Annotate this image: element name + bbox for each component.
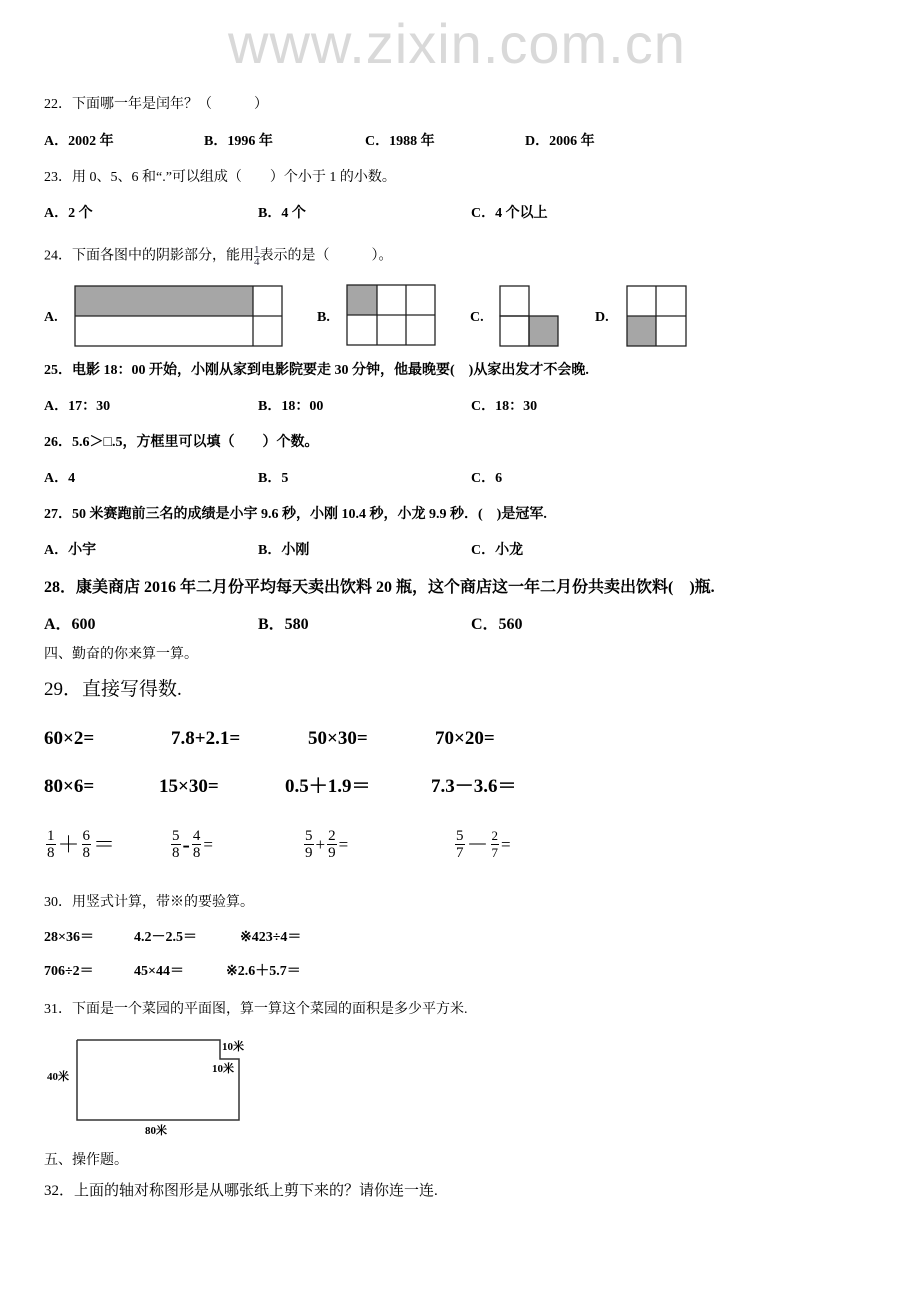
q23-option-c: C．4 个以上 bbox=[471, 206, 548, 221]
q30-text: 30．用竖式计算，带※的要验算。 bbox=[44, 895, 254, 910]
numerator: 2 bbox=[491, 828, 499, 843]
frac-num: 1 bbox=[254, 244, 260, 256]
vertical-calc-5: 45×44＝ bbox=[134, 964, 184, 979]
calc-7: 0.5＋1.9＝ bbox=[285, 776, 371, 797]
q25-option-a: A．17：30 bbox=[44, 399, 111, 414]
numerator: 1 bbox=[47, 828, 55, 844]
q28-option-b: B．580 bbox=[258, 616, 309, 633]
figure-a bbox=[75, 286, 282, 346]
vertical-calc-4: 706÷2＝ bbox=[44, 964, 94, 979]
watermark: www.zixin.com.cn bbox=[228, 12, 686, 75]
q27-text: 27．50 米赛跑前三名的成绩是小宇 9.6 秒，小刚 10.4 秒，小龙 9.9 秒．( )是冠军. bbox=[44, 507, 547, 522]
section-5-heading: 五、操作题。 bbox=[44, 1153, 128, 1168]
q22-option-b: B．1996 年 bbox=[204, 134, 273, 149]
label-notch-top: 10米 bbox=[222, 1041, 244, 1053]
vertical-calc-2: 4.2－2.5＝ bbox=[134, 930, 197, 945]
q26-option-c: C．6 bbox=[471, 471, 503, 486]
numerator: 5 bbox=[305, 828, 313, 844]
q24-text-after: 表示的是（ ）。 bbox=[259, 248, 393, 264]
denominator: 7 bbox=[456, 845, 464, 861]
q31-text: 31．下面是一个菜园的平面图，算一算这个菜园的面积是多少平方米. bbox=[44, 1002, 468, 1017]
equals: = bbox=[203, 834, 213, 854]
calc-4: 70×20= bbox=[435, 728, 495, 749]
q32-text: 32．上面的轴对称图形是从哪张纸上剪下来的？请你连一连. bbox=[44, 1183, 438, 1199]
denominator: 8 bbox=[47, 845, 55, 861]
figure-b bbox=[347, 285, 435, 345]
q26-option-b: B．5 bbox=[258, 471, 289, 486]
equals: = bbox=[501, 834, 511, 854]
q25-text: 25．电影 18：00 开始，小刚从家到电影院要走 30 分钟，他最晚要( )从家出发才不会晚. bbox=[44, 363, 589, 378]
q24-option-a: A. bbox=[44, 310, 58, 325]
q28-option-c: C．560 bbox=[471, 616, 523, 633]
calc-6: 15×30= bbox=[159, 776, 219, 797]
calc-8: 7.3－3.6＝ bbox=[431, 776, 517, 797]
frac-den: 4 bbox=[254, 256, 260, 268]
q22-text: 22．下面哪一年是闰年？（ ） bbox=[44, 97, 268, 112]
denominator: 8 bbox=[82, 845, 91, 861]
q24-option-d: D. bbox=[595, 310, 609, 325]
q23-text: 23．用 0、5、6 和“.”可以组成（ ）个小于 1 的小数。 bbox=[44, 170, 396, 185]
vertical-calc-3: ※423÷4＝ bbox=[240, 930, 302, 945]
numerator: 5 bbox=[172, 828, 180, 844]
operator: － bbox=[466, 831, 489, 857]
q28-text: 28．康美商店 2016 年二月份平均每天卖出饮料 20 瓶，这个商店这一年二月份共卖出饮料( )瓶. bbox=[44, 579, 715, 596]
denominator: 7 bbox=[491, 845, 499, 860]
numerator: 4 bbox=[192, 828, 201, 844]
q27-option-a: A．小宇 bbox=[44, 543, 97, 558]
fraction-calc-3 bbox=[304, 828, 350, 861]
denominator: 8 bbox=[172, 845, 180, 861]
equals: ＝ bbox=[93, 831, 116, 857]
q22-option-d: D．2006 年 bbox=[525, 134, 595, 149]
calc-1: 60×2= bbox=[44, 728, 95, 749]
calc-5: 80×6= bbox=[44, 776, 95, 797]
q22-option-a: A．2002 年 bbox=[44, 134, 114, 149]
label-80m: 80米 bbox=[145, 1125, 167, 1137]
q25-option-b: B．18：00 bbox=[258, 399, 324, 414]
q29-text: 29．直接写得数. bbox=[44, 679, 182, 700]
calc-3: 50×30= bbox=[308, 728, 368, 749]
operator: - bbox=[182, 831, 190, 857]
numerator: 6 bbox=[82, 828, 91, 844]
label-40m: 40米 bbox=[47, 1071, 69, 1083]
q24-text-before: 24．下面各图中的阴影部分，能用 bbox=[44, 248, 254, 264]
q26-text: 26．5.6＞□.5，方框里可以填（ ）个数。 bbox=[44, 435, 319, 450]
vertical-calc-1: 28×36＝ bbox=[44, 930, 94, 945]
figure-c bbox=[500, 286, 558, 346]
fraction-calc-2 bbox=[171, 828, 215, 861]
q24-figures bbox=[0, 0, 920, 360]
numerator: 2 bbox=[328, 828, 336, 844]
q24-option-b: B. bbox=[317, 310, 330, 325]
section-4-heading: 四、勤奋的你来算一算。 bbox=[44, 647, 198, 662]
operator: + bbox=[315, 834, 326, 854]
q23-option-a: A．2 个 bbox=[44, 206, 93, 221]
numerator: 5 bbox=[456, 828, 464, 844]
q23-option-b: B．4 个 bbox=[258, 206, 306, 221]
equals: = bbox=[338, 834, 349, 854]
figure-d bbox=[627, 286, 686, 346]
denominator: 9 bbox=[328, 845, 336, 861]
fraction-calc-4 bbox=[455, 828, 513, 861]
q24-option-c: C. bbox=[470, 310, 484, 325]
label-notch-side: 10米 bbox=[212, 1063, 234, 1075]
q27-option-b: B．小刚 bbox=[258, 543, 310, 558]
q27-option-c: C．小龙 bbox=[471, 543, 524, 558]
q22-option-c: C．1988 年 bbox=[365, 134, 435, 149]
q25-option-c: C．18：30 bbox=[471, 399, 538, 414]
q26-option-a: A．4 bbox=[44, 471, 76, 486]
q28-option-a: A．600 bbox=[44, 616, 96, 633]
vertical-calc-6: ※2.6＋5.7＝ bbox=[226, 964, 301, 979]
calc-2: 7.8+2.1= bbox=[171, 728, 241, 749]
denominator: 8 bbox=[192, 845, 201, 861]
operator: ＋ bbox=[57, 831, 80, 857]
fraction-calc-1 bbox=[46, 828, 117, 861]
denominator: 9 bbox=[305, 845, 313, 861]
